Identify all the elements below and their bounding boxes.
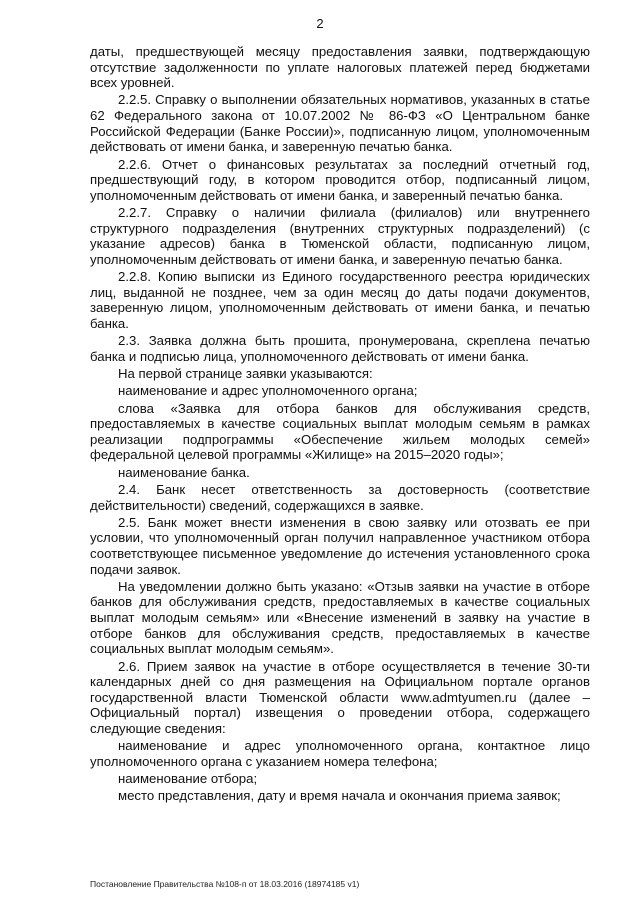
paragraph: наименование и адрес уполномоченного органа, контактное лицо уполномоченного органа с указанием номера телефона; [90, 738, 590, 769]
paragraph: 2.4. Банк несет ответственность за достоверность (соответствие действительности) сведений, содержащихся в заявке. [90, 481, 590, 513]
paragraph: 2.5. Банк может внести изменения в свою заявку или отозвать ее при условии, что уполномоченный орган получил направленное участником отбора соответствующее письменное уведомление до истечения установленного срока подачи заявок. [90, 514, 590, 577]
page-number: 2 [316, 16, 324, 31]
paragraph: 2.2.8. Копию выписки из Единого государственного реестра юридических лиц, выданной не позднее, чем за один месяц до даты подачи документов, заверенную лицом, уполномоченным действовать от имени банка, и печатью банка. [90, 269, 590, 331]
paragraph: даты, предшествующей месяцу предоставления заявки, подтверждающую отсутствие задолженности по уплате налоговых платежей перед бюджетами всех уровней. [90, 44, 590, 91]
paragraph: 2.2.5. Справку о выполнении обязательных нормативов, указанных в статье 62 Федерального закона от 10.07.2002 № 86-ФЗ «О Центральном банке Российской Федерации (Банке России)», подписанную лицом, уполномоченным действовать от имени банка, и заверенную печатью банка. [90, 92, 590, 155]
paragraph: 2.2.7. Справку о наличии филиала (филиалов) или внутреннего структурного подразделения (внутренних структурных подразделений) (с указание адресов) банка в Тюменской области, подписанную лицом, уполномоченным действовать от имени банка, и заверенную печатью банка. [90, 205, 590, 267]
document-footer: Постановление Правительства №108-п от 18.03.2016 (18974185 v1) [90, 879, 360, 889]
document-body [90, 44, 590, 806]
paragraph: наименование и адрес уполномоченного органа; [118, 383, 418, 399]
paragraph: наименование банка. [118, 464, 250, 480]
paragraph: 2.6. Прием заявок на участие в отборе осуществляется в течение 30-ти календарных дней со дня размещения на Официальном портале органов государственной власти Тюменской области www.admtyumen.ru (далее – Официальный портал) извещения о проведении отбора, содержащего следующие сведения: [90, 658, 590, 736]
paragraph: 2.3. Заявка должна быть прошита, пронумерована, скреплена печатью банка и подписью лица, уполномоченного действовать от имени банка. [90, 333, 590, 364]
paragraph: На первой странице заявки указываются: [118, 366, 373, 381]
paragraph: место представления, дату и время начала и окончания приема заявок; [118, 788, 561, 804]
paragraph: наименование отбора; [118, 771, 258, 787]
paragraph: На уведомлении должно быть указано: «Отзыв заявки на участие в отборе банков для обслуживания средств, предоставляемых в качестве социальных выплат молодым семьям» или «Внесение изменений в заявку на участие в отборе банков для обслуживания средств, предоставляемых в качестве социальных выплат молодым семьям». [90, 578, 590, 657]
paragraph: 2.2.6. Отчет о финансовых результатах за последний отчетный год, предшествующий году, в котором проводится отбор, подписанный лицом, уполномоченным действовать от имени банка, и заверенный печатью банка. [90, 156, 590, 203]
paragraph: слова «Заявка для отбора банков для обслуживания средств, предоставляемых в качестве социальных выплат молодым семьям в рамках реализации подпрограммы «Обеспечение жильем молодых семей» федеральной целевой программы «Жилище» на 2015–2020 годы»; [90, 400, 590, 463]
